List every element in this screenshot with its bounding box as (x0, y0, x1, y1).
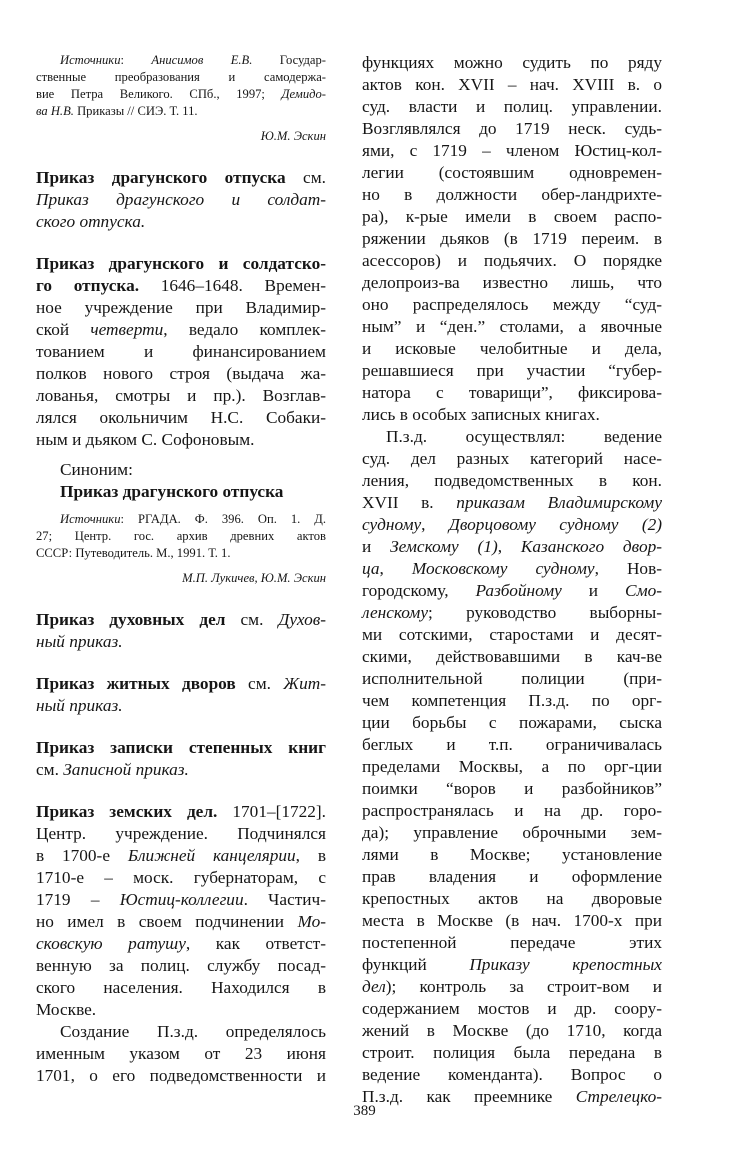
entry-title: Приказ записки степенных книг (36, 738, 326, 757)
text-run: решавшиеся при участии “губер- (362, 361, 662, 380)
spacer (36, 451, 326, 459)
left-column (36, 52, 326, 1087)
text-run: , (379, 559, 412, 578)
text-run: ное учреждение при Владимир- (36, 298, 326, 317)
text-run: ции борьбы с пожарами, сыска (362, 713, 662, 732)
italic-text: ный приказ. (36, 696, 123, 715)
text-run: да); управление оброчными зем- (362, 823, 662, 842)
text-run: чем компетенция П.з.д. по орг- (362, 691, 662, 710)
text-line (36, 341, 326, 363)
text-run: , как ответст- (185, 934, 326, 953)
text-line (362, 470, 662, 492)
text-line (36, 673, 326, 695)
text-line (36, 319, 326, 341)
italic-text: М.П. Лукичев, Ю.М. Эскин (182, 571, 326, 585)
text-line (362, 272, 662, 294)
entry-title: Приказ драгунского отпуска (36, 168, 286, 187)
text-run: строит. полиция была передана в (362, 1043, 662, 1062)
text-run: ской (36, 320, 91, 339)
text-run: исполнительной полиции (при- (362, 669, 662, 688)
text-run: ра), к-рые имели в своем распо- (362, 207, 662, 226)
text-line (362, 998, 662, 1020)
text-run: постепенной передаче этих (362, 933, 662, 952)
text-line (36, 385, 326, 407)
text-run: 1701–[1722]. (217, 802, 326, 821)
entry-title: Приказ земских дел. (36, 802, 218, 821)
text-run: см. (225, 610, 279, 629)
text-run: , (421, 515, 449, 534)
italic-text: ный приказ. (36, 632, 123, 651)
text-run: функций (362, 955, 470, 974)
text-run: Приказы // СИЭ. Т. 11. (73, 104, 198, 118)
text-line (362, 778, 662, 800)
text-run: П.з.д. осуществлял: ведение (386, 427, 662, 446)
text-line (36, 211, 326, 233)
text-line (362, 910, 662, 932)
text-line (362, 294, 662, 316)
text-line (362, 382, 662, 404)
text-run: вие Петра Великого. СПб., 1997; (36, 87, 282, 101)
text-run: лями в Москве; установление (362, 845, 662, 864)
italic-text: ского отпуска. (36, 212, 146, 231)
text-line (362, 52, 662, 74)
italic-text: приказам Владимирскому (456, 493, 663, 512)
text-line (362, 140, 662, 162)
text-line (362, 558, 662, 580)
text-run: СССР: Путеводитель. М., 1991. Т. 1. (36, 546, 231, 560)
text-line (36, 407, 326, 429)
text-line (36, 297, 326, 319)
text-line (36, 1043, 326, 1065)
text-run: но имел в своем подчинении (36, 912, 298, 931)
text-run: Создание П.з.д. определялось (60, 1022, 326, 1041)
text-line (362, 448, 662, 470)
italic-text: Записной приказ. (63, 760, 189, 779)
italic-text: Юстиц-коллегии (119, 890, 244, 909)
text-run: Государ- (252, 53, 326, 67)
text-run: : РГАДА. Ф. 396. Оп. 1. Д. (120, 512, 326, 526)
text-line (36, 1065, 326, 1087)
text-line (36, 955, 326, 977)
italic-text: Приказ драгунского и солдат- (36, 190, 326, 209)
note-line (36, 86, 326, 103)
text-line (362, 866, 662, 888)
italic-text: сковскую ратушу (36, 934, 186, 953)
text-run: суд. дел разных категорий насе- (362, 449, 662, 468)
italic-text: Источники (60, 512, 121, 526)
text-line (36, 867, 326, 889)
text-line (36, 999, 326, 1021)
text-run: , Нов- (594, 559, 662, 578)
italic-text: четверти (90, 320, 164, 339)
text-line (36, 801, 326, 823)
text-line (36, 933, 326, 955)
text-run: ным и дьяком С. Софоновым. (36, 430, 255, 449)
text-line (36, 609, 326, 631)
italic-text: ленскому (362, 603, 428, 622)
italic-text: Дворцовому судному (2) (448, 515, 662, 534)
text-run: , в (295, 846, 326, 865)
text-line (36, 911, 326, 933)
text-run: оно распределялось между “суд- (362, 295, 662, 314)
text-run: но в должности обер-ландрихте- (362, 185, 662, 204)
italic-text: Ю.М. Эскин (260, 129, 326, 143)
text-line (362, 690, 662, 712)
note-line (36, 103, 326, 120)
text-run: см. (285, 168, 326, 187)
italic-text: Анисимов Е.В. (151, 53, 253, 67)
text-line (362, 1020, 662, 1042)
note-line (36, 528, 326, 545)
text-line (362, 426, 662, 448)
text-run: в 1700-е (36, 846, 128, 865)
right-column (362, 52, 662, 1108)
text-line (362, 580, 662, 602)
text-run: и (561, 581, 626, 600)
text-line (362, 734, 662, 756)
text-line (36, 695, 326, 717)
page-number: 389 (353, 1103, 376, 1119)
text-line (362, 338, 662, 360)
text-run: Центр. учреждение. Подчинялся (36, 824, 326, 843)
spacer (36, 587, 326, 609)
text-run: лялся окольничим Н.С. Собаки- (36, 408, 326, 427)
italic-text: Демидо- (281, 87, 326, 101)
text-run: ным” и “ден.” столами, а явочные (362, 317, 662, 336)
text-run: делопроиз-ва известно лишь, что (362, 273, 662, 292)
note-line (36, 545, 326, 562)
text-run: Возглявлялся до 1719 неск. судь- (362, 119, 662, 138)
text-line (362, 184, 662, 206)
text-run: прав владения и оформление (362, 867, 662, 886)
italic-text: Смо- (625, 581, 662, 600)
text-line (362, 646, 662, 668)
italic-text: Земскому (1) (390, 537, 498, 556)
text-line (362, 404, 662, 426)
italic-text: Разбойному (475, 581, 562, 600)
text-run: актов кон. XVII – нач. XVIII в. о (362, 75, 662, 94)
text-line (362, 844, 662, 866)
text-line (36, 977, 326, 999)
note-line (36, 128, 326, 145)
text-run: ления, подведомственных в кон. (362, 471, 662, 490)
spacer (36, 120, 326, 128)
text-run: ского населения. Находился в (36, 978, 326, 997)
text-line (362, 228, 662, 250)
text-run: ми сотскими, старостами и десят- (362, 625, 662, 644)
text-run: беглых и т.п. ограничивалась (362, 735, 662, 754)
italic-text: Московскому судному (411, 559, 595, 578)
italic-text: Духов- (278, 610, 326, 629)
italic-text: Жит- (283, 674, 326, 693)
text-line (36, 167, 326, 189)
text-run: именным указом от 23 июня (36, 1044, 326, 1063)
text-line (362, 1064, 662, 1086)
text-run: венную за полиц. службу посад- (36, 956, 326, 975)
spacer (36, 781, 326, 801)
text-run: ведение коменданта). Вопрос о (362, 1065, 662, 1084)
text-line (362, 1042, 662, 1064)
text-run: натора с товарищи”, фиксирова- (362, 383, 662, 402)
text-line (362, 954, 662, 976)
text-line (362, 822, 662, 844)
spacer (36, 717, 326, 737)
text-line (36, 737, 326, 759)
italic-text: Стрелецко- (575, 1087, 662, 1106)
text-line (362, 976, 662, 998)
text-line (362, 756, 662, 778)
text-run: ями, с 1719 – членом Юстиц-кол- (362, 141, 662, 160)
text-line (362, 602, 662, 624)
text-line (362, 932, 662, 954)
text-line (362, 514, 662, 536)
text-run: полков нового строя (выдача жа- (36, 364, 326, 383)
text-run: 27; Центр. гос. архив древних актов (36, 529, 326, 543)
text-line (36, 459, 326, 481)
text-run: городскому, (362, 581, 476, 600)
text-line (36, 481, 326, 503)
text-run: пределами Москвы, а по орг-ции (362, 757, 662, 776)
text-run: распространялась и на др. горо- (362, 801, 662, 820)
text-run: ); контроль за строит-вом и (385, 977, 662, 996)
text-line (36, 253, 326, 275)
text-line (36, 189, 326, 211)
text-run: см. (36, 760, 64, 779)
text-line (362, 668, 662, 690)
text-run: ; руководство выборны- (428, 603, 662, 622)
spacer (36, 145, 326, 167)
text-run: лованья, смотры и пр.). Возглав- (36, 386, 326, 405)
text-line (36, 823, 326, 845)
text-line (36, 845, 326, 867)
text-run: П.з.д. как преемнике (362, 1087, 576, 1106)
text-run: суд. власти и полиц. управлении. (362, 97, 662, 116)
note-line (36, 52, 326, 69)
text-line (362, 206, 662, 228)
entry-title: Приказ драгунского и солдатско- (36, 254, 326, 273)
italic-text: Приказу крепостных (469, 955, 662, 974)
text-run: и (362, 537, 391, 556)
spacer (36, 653, 326, 673)
text-run: скими, действовавшими в кач-ве (362, 647, 662, 666)
text-line (362, 624, 662, 646)
text-run: Москве. (36, 1000, 97, 1019)
entry-title: Приказ житных дворов (36, 674, 236, 693)
text-line (362, 712, 662, 734)
note-line (36, 69, 326, 86)
text-run: ряжении дьяков (в 1719 переим. в (362, 229, 662, 248)
text-line (362, 74, 662, 96)
text-run: и исковые челобитные и дела, (362, 339, 662, 358)
text-run: см. (235, 674, 284, 693)
spacer (36, 233, 326, 253)
note-line (36, 511, 326, 528)
text-run: 1646–1648. Времен- (139, 276, 326, 295)
text-line (36, 275, 326, 297)
italic-text: судному (362, 515, 422, 534)
text-line (36, 759, 326, 781)
entry-title: го отпуска. (36, 276, 140, 295)
text-line (362, 800, 662, 822)
text-line (362, 118, 662, 140)
text-run: XVII в. (362, 493, 457, 512)
text-line (362, 96, 662, 118)
text-line (362, 888, 662, 910)
text-line (362, 250, 662, 272)
text-run: лись в особых записных книгах. (362, 405, 600, 424)
text-run: 1701, о его подведомственности и (36, 1066, 326, 1085)
italic-text: Ближней канцелярии (127, 846, 296, 865)
text-run: , (497, 537, 521, 556)
italic-text: Казанского двор- (520, 537, 662, 556)
text-run: тованием и финансированием (36, 342, 326, 361)
italic-text: ца (362, 559, 380, 578)
text-line (36, 631, 326, 653)
text-line (362, 492, 662, 514)
text-line (36, 1021, 326, 1043)
text-run: функциях можно судить по ряду (362, 53, 662, 72)
text-run: легии (состоявшим одновремен- (362, 163, 662, 182)
spacer (36, 503, 326, 511)
text-run: : (120, 53, 152, 67)
text-run: места в Москве (в нач. 1700-х при (362, 911, 662, 930)
text-run: асессоров) и подьячих. О порядке (362, 251, 662, 270)
italic-text: Источники (60, 53, 121, 67)
entry-title: Приказ драгунского отпуска (60, 482, 284, 501)
note-line (36, 570, 326, 587)
spacer (36, 562, 326, 570)
text-line (362, 316, 662, 338)
text-run: ственные преобразования и самодержа- (36, 70, 326, 84)
text-run: поимки “воров и разбойников” (362, 779, 662, 798)
text-run: Синоним: (60, 460, 133, 479)
text-line (362, 536, 662, 558)
text-run: 1719 – (36, 890, 120, 909)
italic-text: ва Н.В. (36, 104, 74, 118)
italic-text: Мо- (297, 912, 326, 931)
text-line (362, 360, 662, 382)
italic-text: дел (362, 977, 386, 996)
entry-title: Приказ духовных дел (36, 610, 226, 629)
text-run: , ведало комплек- (163, 320, 326, 339)
text-run: жений в Москве (до 1710, когда (362, 1021, 662, 1040)
text-line (36, 889, 326, 911)
text-line (36, 363, 326, 385)
text-run: 1710-е – моск. губернаторам, с (36, 868, 326, 887)
text-line (36, 429, 326, 451)
text-run: крепостных актов на дворовые (362, 889, 662, 908)
text-line (362, 162, 662, 184)
text-run: содержанием мостов и др. соору- (362, 999, 662, 1018)
text-run: . Частич- (243, 890, 326, 909)
